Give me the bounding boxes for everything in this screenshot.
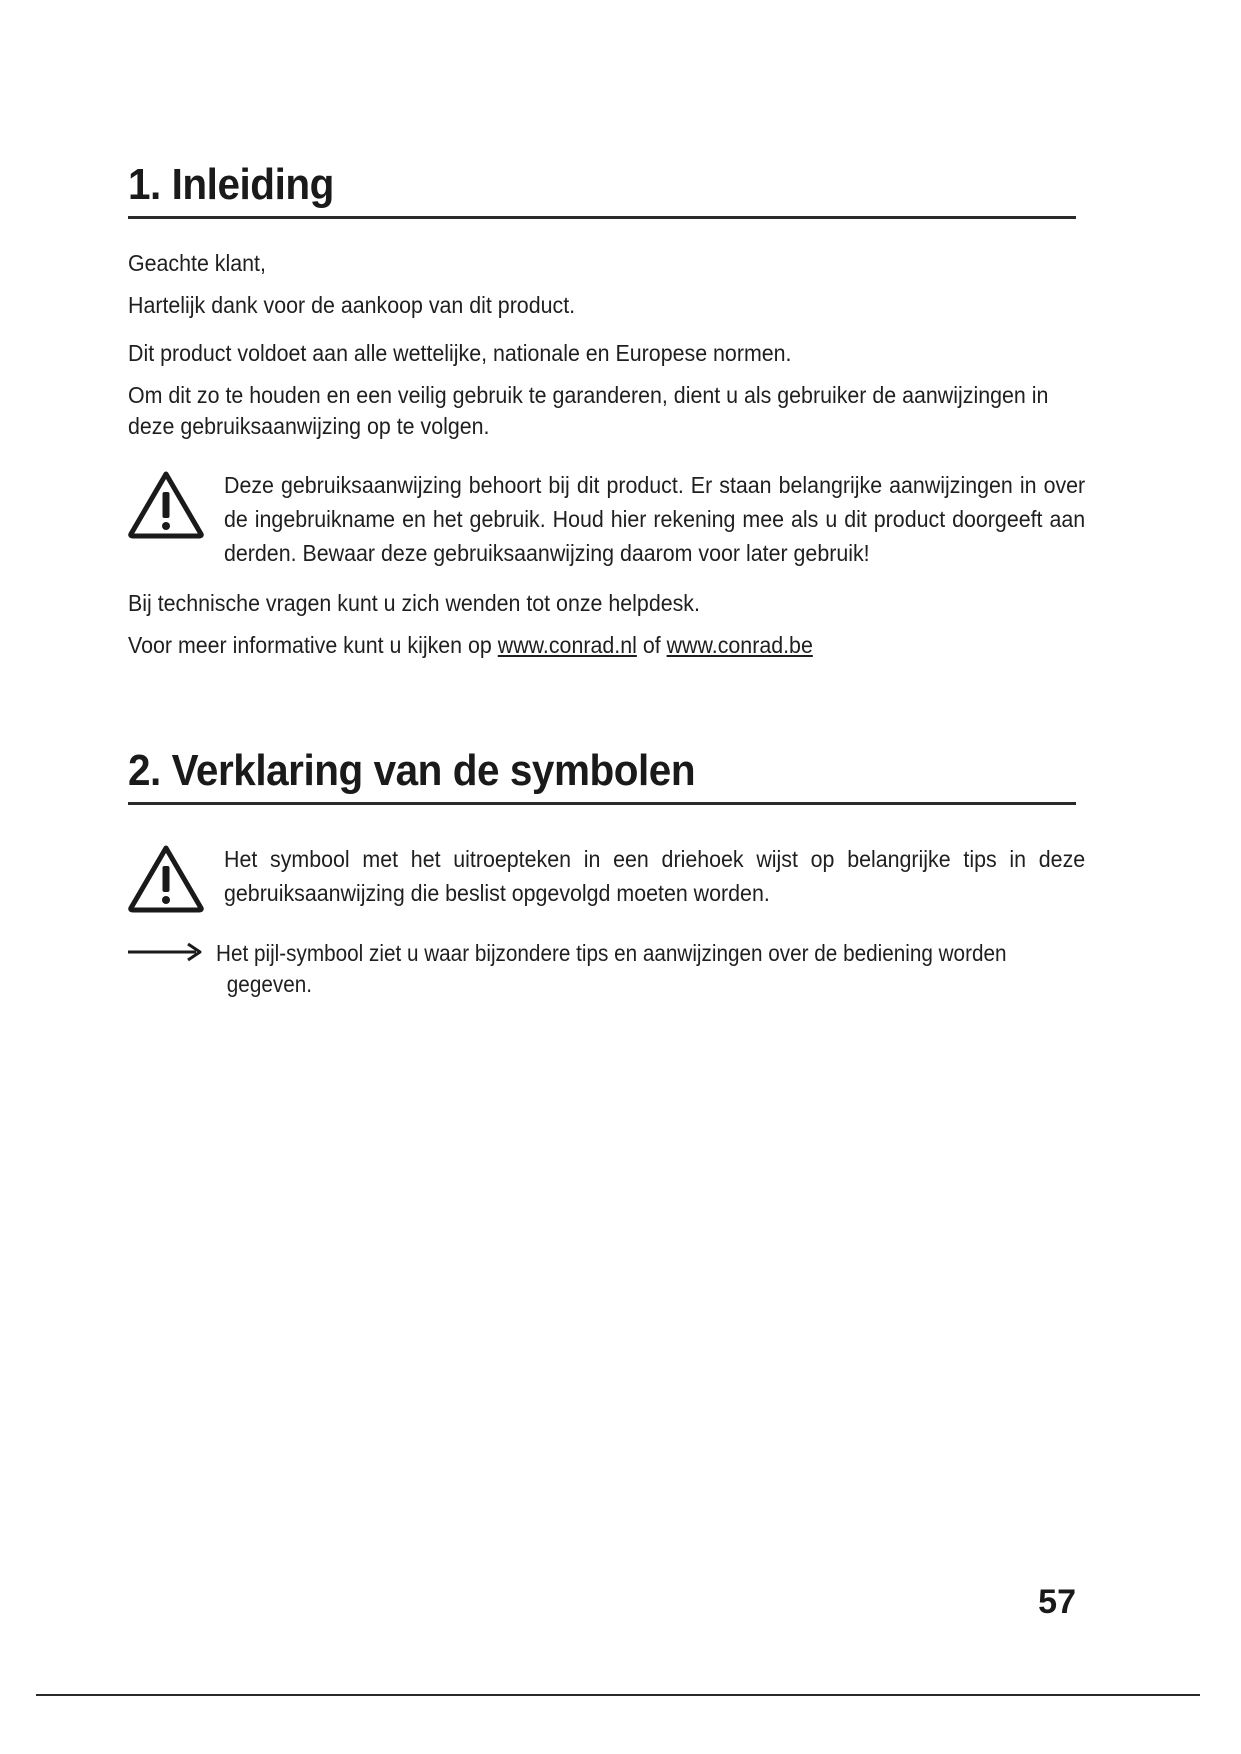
greeting: Geachte klant, [128, 250, 266, 276]
section-2-rule [128, 802, 1076, 805]
arrow-symbol-text-line2: gegeven. [226, 971, 312, 997]
instruction-text: Om dit zo te houden en een veilig gebruik te garanderen, dient u als gebruiker de aanwijzingen in deze gebruiksaanwijzing op te volgen. [128, 382, 1049, 439]
section-2-title: 2. Verklaring van de symbolen [128, 746, 696, 795]
arrow-symbol-text-line1: Het pijl-symbool ziet u waar bijzondere tips en aanwijzingen over de bediening worden [216, 940, 1007, 966]
warning-triangle-icon [126, 468, 206, 540]
link-conrad-be[interactable]: www.conrad.be [666, 632, 813, 658]
page-number: 57 [1038, 1583, 1076, 1621]
warning-symbol-text: Het symbool met het uitroepteken in een driehoek wijst op belangrijke tips in deze gebruiksaanwijzing die beslist opgevolgd moeten worden. [224, 846, 1086, 906]
thanks-text: Hartelijk dank voor de aankoop van dit product. [128, 292, 576, 318]
more-info-text [128, 630, 1013, 661]
arrow-right-icon [126, 938, 204, 962]
more-info-prefix: Voor meer informative kunt u kijken op [128, 632, 498, 658]
arrow-symbol-text [216, 938, 1067, 1000]
section-1-title: 1. Inleiding [128, 160, 334, 209]
footer-rule [36, 1694, 1200, 1696]
warning-notice-text: Deze gebruiksaanwijzing behoort bij dit product. Er staan belangrijke aanwijzingen in over de ingebruikname en het gebruik. Houd hier rekening mee als u dit product doorgeeft aan derden. Bewaar deze gebruiksaanwijzing daarom voor later gebruik! [224, 472, 1086, 566]
section-1-rule [128, 216, 1076, 219]
link-separator: of [636, 632, 667, 658]
compliance-text: Dit product voldoet aan alle wettelijke, nationale en Europese normen. [128, 340, 792, 366]
link-conrad-nl[interactable]: www.conrad.nl [497, 632, 637, 658]
section-2-header [128, 746, 1076, 805]
warning-triangle-icon [126, 842, 206, 914]
section-1-header [128, 160, 1076, 219]
helpdesk-text: Bij technische vragen kunt u zich wenden tot onze helpdesk. [128, 590, 700, 616]
